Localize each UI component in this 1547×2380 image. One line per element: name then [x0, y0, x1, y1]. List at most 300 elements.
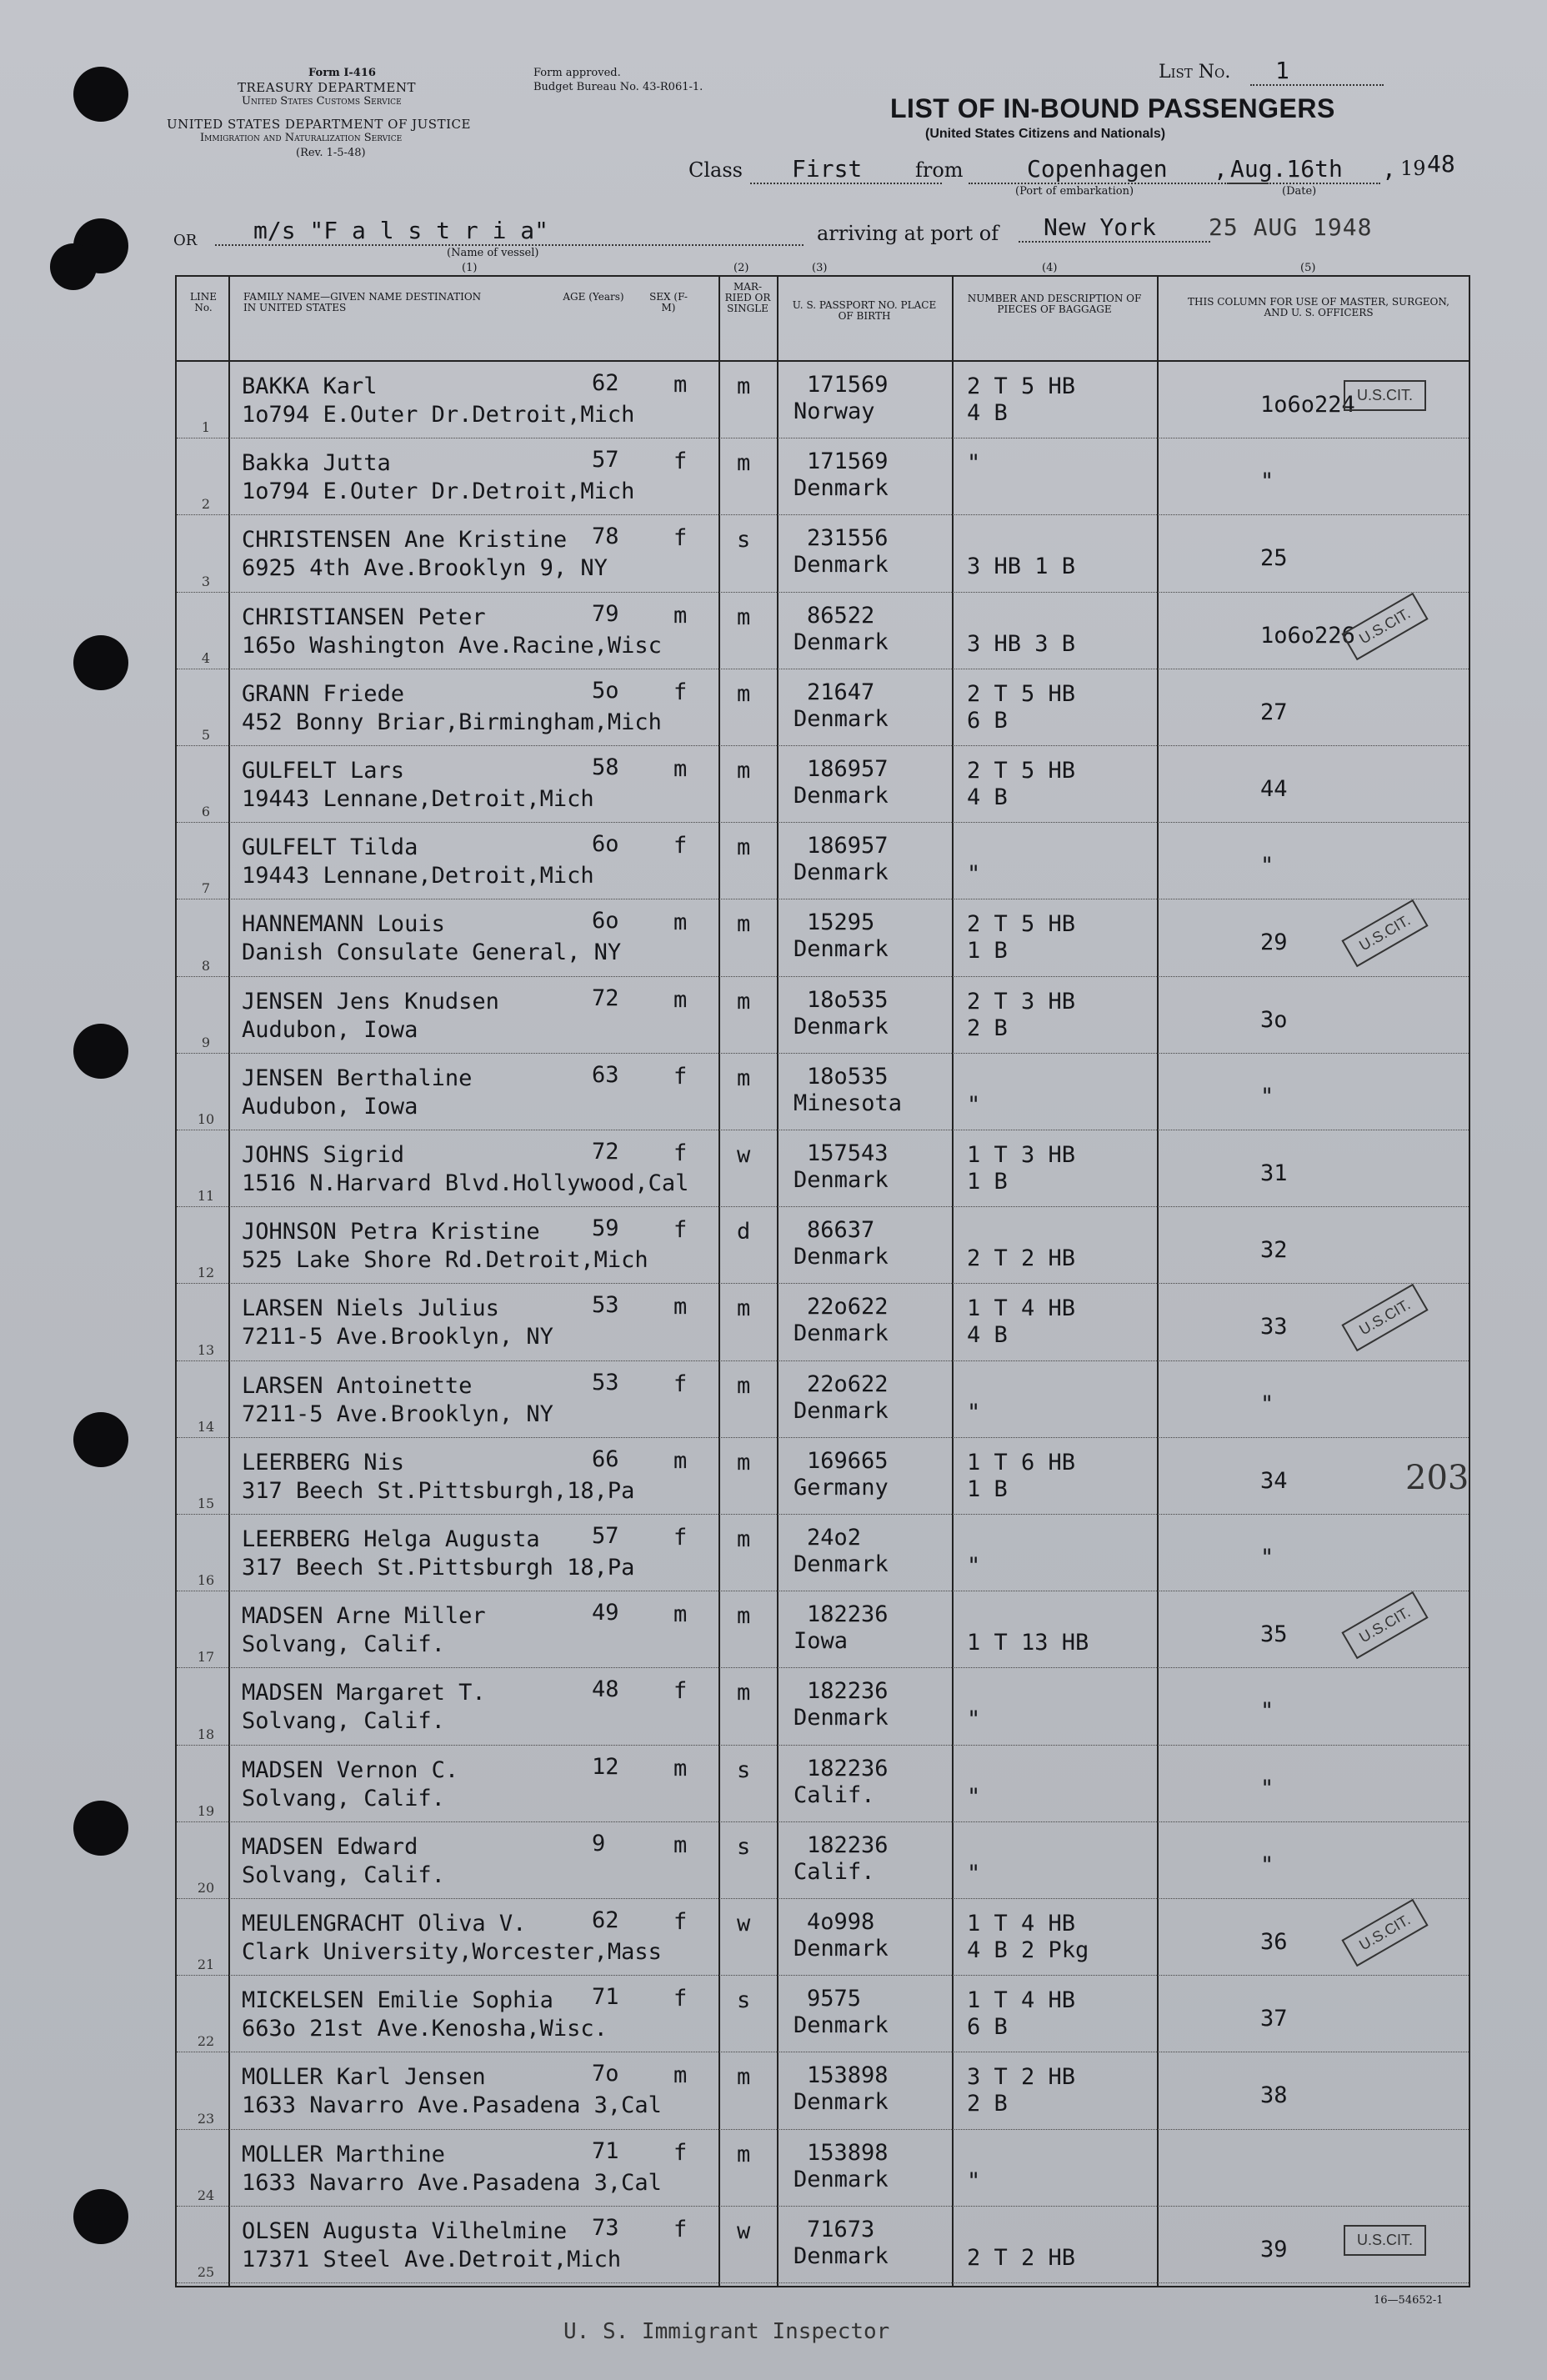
baggage-line-2: 3 HB 3 B — [967, 630, 1076, 657]
baggage-line-1: " — [967, 450, 981, 477]
manifest-title: LIST OF IN-BOUND PASSENGERS — [890, 93, 1335, 123]
passenger-age: 48 — [592, 1676, 619, 1703]
line-number: 1 — [201, 419, 211, 436]
passenger-destination: Solvang, Calif. — [242, 1708, 445, 1735]
passenger-destination: 7211-5 Ave.Brooklyn, NY — [242, 1324, 553, 1350]
passenger-name: HANNEMANN Louis — [242, 911, 445, 938]
passenger-age: 62 — [592, 370, 619, 396]
place-of-birth: Calif. — [794, 1781, 875, 1808]
officer-number: " — [1260, 1545, 1274, 1571]
justice-dept: UNITED STATES DEPARTMENT OF JUSTICE — [167, 117, 471, 132]
place-of-birth: Denmark — [794, 552, 889, 579]
manifest-subtitle: (United States Citizens and Nationals) — [925, 127, 1166, 141]
marital-status: m — [737, 988, 751, 1015]
passport-number: 231556 — [807, 525, 889, 552]
passenger-age: 6o — [592, 908, 619, 934]
binder-hole-4 — [73, 635, 128, 690]
passenger-name: BAKKA Karl — [242, 373, 378, 399]
passenger-sex: f — [673, 1370, 688, 1397]
line-number: 20 — [197, 1879, 215, 1896]
passenger-age: 6o — [592, 831, 619, 858]
place-of-birth: Denmark — [794, 475, 889, 502]
binder-hole-8 — [73, 2189, 128, 2244]
baggage-line-1: 1 T 3 HB — [967, 1142, 1076, 1168]
date-value: Aug.16th — [1227, 155, 1380, 184]
baggage-line-2: " — [967, 1091, 981, 1118]
from-label: from — [915, 158, 964, 182]
comma-1: , — [1214, 155, 1228, 183]
passenger-destination: 7211-5 Ave.Brooklyn, NY — [242, 1400, 553, 1427]
passenger-name: Bakka Jutta — [242, 450, 391, 477]
passenger-age: 57 — [592, 1523, 619, 1549]
baggage-line-1: 3 T 2 HB — [967, 2064, 1076, 2091]
passenger-sex: f — [673, 2216, 688, 2242]
officer-number: " — [1260, 1851, 1274, 1878]
ins-service: Immigration and Naturalization Service — [200, 132, 403, 144]
passenger-name: GRANN Friede — [242, 680, 405, 707]
line-number: 23 — [197, 2110, 215, 2127]
marital-status: m — [737, 1295, 751, 1322]
place-of-birth: Denmark — [794, 2242, 889, 2269]
place-of-birth: Denmark — [794, 859, 889, 886]
officer-number: 25 — [1260, 545, 1288, 572]
col-head-name: FAMILY NAME—GIVEN NAME DESTINATION IN UNITED STATES — [243, 291, 482, 313]
baggage-line-2: " — [967, 1783, 981, 1810]
date-caption: (Date) — [1282, 185, 1317, 198]
passport-number: 171569 — [807, 448, 889, 475]
vessel-caption: (Name of vessel) — [447, 247, 539, 259]
passenger-sex: f — [673, 1063, 688, 1090]
table-row — [177, 515, 1469, 592]
officer-number: 1o6o226 — [1260, 622, 1355, 649]
line-number: 2 — [201, 496, 211, 513]
form-approved: Form approved. — [533, 67, 621, 79]
passenger-age: 72 — [592, 985, 619, 1011]
binder-hole-3 — [50, 243, 97, 290]
passenger-sex: m — [673, 1447, 688, 1474]
passport-number: 22o622 — [807, 1370, 889, 1397]
officer-number: 38 — [1260, 2082, 1288, 2109]
class-label: Class — [688, 158, 743, 182]
passenger-age: 58 — [592, 754, 619, 780]
marital-status: m — [737, 680, 751, 707]
customs-service: United States Customs Service — [242, 95, 402, 108]
passenger-name: GULFELT Tilda — [242, 834, 418, 861]
officer-number: 3o — [1260, 1006, 1288, 1033]
baggage-line-1: 2 T 5 HB — [967, 758, 1076, 784]
marital-status: s — [737, 1987, 751, 2014]
marital-status: s — [737, 1756, 751, 1783]
table-row — [177, 1822, 1469, 1899]
table-row — [177, 899, 1469, 976]
passport-number: 182236 — [807, 1755, 889, 1781]
col-head-married: MAR-RIED OR SINGLE — [724, 281, 771, 314]
binder-hole-7 — [73, 1801, 128, 1856]
passport-number: 153898 — [807, 2139, 889, 2166]
passenger-destination: 6925 4th Ave.Brooklyn 9, NY — [242, 555, 608, 582]
passenger-name: MADSEN Arne Miller — [242, 1603, 486, 1630]
passport-number: 9575 — [807, 1986, 862, 2012]
passenger-destination: 19443 Lennane,Detroit,Mich — [242, 786, 594, 812]
marital-status: d — [737, 1219, 751, 1245]
passenger-sex: f — [673, 1909, 688, 1935]
passenger-age: 71 — [592, 1984, 619, 2011]
col-num-1: (1) — [462, 262, 478, 274]
officer-number: 1o6o224 — [1260, 392, 1355, 418]
passenger-sex: m — [673, 986, 688, 1013]
baggage-line-2: 6 B — [967, 707, 1008, 734]
passport-number: 182236 — [807, 1831, 889, 1858]
passenger-age: 12 — [592, 1753, 619, 1780]
passenger-name: LEERBERG Helga Augusta — [242, 1526, 540, 1552]
table-row — [177, 977, 1469, 1054]
passenger-age: 7o — [592, 2061, 619, 2087]
line-number: 17 — [197, 1649, 215, 1666]
from-value: Copenhagen — [969, 155, 1269, 184]
passenger-sex: m — [673, 756, 688, 782]
passport-number: 18o535 — [807, 1063, 889, 1090]
place-of-birth: Denmark — [794, 705, 889, 732]
officer-number: 36 — [1260, 1929, 1288, 1955]
passenger-sex: m — [673, 1601, 688, 1628]
passport-number: 157543 — [807, 1140, 889, 1166]
officer-number: " — [1260, 1698, 1274, 1725]
marital-status: m — [737, 373, 751, 399]
passenger-name: JENSEN Berthaline — [242, 1065, 473, 1091]
passenger-destination: 317 Beech St.Pittsburgh 18,Pa — [242, 1555, 635, 1581]
table-row — [177, 746, 1469, 823]
passport-number: 71673 — [807, 2216, 875, 2242]
officer-number: " — [1260, 1083, 1274, 1110]
line-number: 10 — [197, 1110, 215, 1127]
place-of-birth: Denmark — [794, 1320, 889, 1347]
baggage-line-2: 2 T 2 HB — [967, 2244, 1076, 2271]
col-head-passport: U. S. PASSPORT NO. PLACE OF BIRTH — [792, 299, 937, 322]
place-of-birth: Denmark — [794, 1705, 889, 1731]
passport-number: 21647 — [807, 679, 875, 705]
baggage-line-1: 2 T 5 HB — [967, 680, 1076, 707]
marital-status: m — [737, 1065, 751, 1091]
passenger-destination: 1633 Navarro Ave.Pasadena 3,Cal — [242, 2169, 662, 2196]
passenger-name: MICKELSEN Emilie Sophia — [242, 1987, 553, 2014]
passenger-destination: 452 Bonny Briar,Birmingham,Mich — [242, 709, 662, 735]
baggage-line-2: 1 B — [967, 1476, 1008, 1502]
baggage-line-2: " — [967, 1553, 981, 1579]
budget-bureau: Budget Bureau No. 43-R061-1. — [533, 81, 703, 93]
year-prefix: 19 — [1400, 157, 1426, 180]
baggage-line-2: " — [967, 861, 981, 888]
table-row — [177, 823, 1469, 899]
table-row — [177, 1054, 1469, 1130]
marital-status: m — [737, 911, 751, 938]
line-number: 25 — [197, 2263, 215, 2280]
line-number: 19 — [197, 1802, 215, 1819]
baggage-line-2: 1 B — [967, 1169, 1008, 1195]
officer-number: " — [1260, 468, 1274, 495]
passenger-destination: Solvang, Calif. — [242, 1861, 445, 1888]
passenger-sex: f — [673, 1986, 688, 2012]
marital-status: m — [737, 1680, 751, 1706]
officer-number: 27 — [1260, 699, 1288, 725]
line-number: 18 — [197, 1726, 215, 1742]
baggage-line-2: 2 T 2 HB — [967, 1245, 1076, 1272]
passenger-sex: f — [673, 525, 688, 552]
passenger-name: JOHNSON Petra Kristine — [242, 1219, 540, 1245]
baggage-line-2: 4 B 2 Pkg — [967, 1937, 1089, 1963]
passenger-destination: Solvang, Calif. — [242, 1631, 445, 1658]
passenger-sex: m — [673, 1831, 688, 1858]
table-row — [177, 1976, 1469, 2052]
marital-status: s — [737, 1833, 751, 1860]
place-of-birth: Minesota — [794, 1090, 903, 1116]
table-row — [177, 1591, 1469, 1668]
us-citizen-stamp: U.S.CIT. — [1341, 1284, 1428, 1352]
col-head-line: LINE No. — [190, 291, 217, 313]
place-of-birth: Denmark — [794, 1551, 889, 1577]
marital-status: m — [737, 2064, 751, 2091]
passenger-destination: Danish Consulate General, NY — [242, 939, 622, 966]
baggage-line-1: 2 T 5 HB — [967, 911, 1076, 938]
officer-number: 35 — [1260, 1621, 1288, 1648]
passport-number: 186957 — [807, 833, 889, 859]
baggage-line-1: 2 T 3 HB — [967, 988, 1076, 1015]
margin-number: 203 — [1405, 1459, 1469, 1497]
line-number: 8 — [201, 957, 211, 974]
officer-number: " — [1260, 1775, 1274, 1801]
place-of-birth: Denmark — [794, 1936, 889, 1962]
list-no-value: 1 — [1250, 57, 1384, 86]
passenger-age: 66 — [592, 1446, 619, 1472]
passenger-sex: m — [673, 1294, 688, 1320]
marital-status: m — [737, 758, 751, 784]
passenger-sex: m — [673, 602, 688, 629]
passport-number: 4o998 — [807, 1909, 875, 1935]
place-of-birth: Iowa — [794, 1628, 849, 1655]
col-num-5: (5) — [1300, 262, 1316, 274]
line-number: 4 — [201, 649, 211, 666]
officer-number: 37 — [1260, 2006, 1288, 2032]
row-divider — [177, 2282, 1469, 2283]
place-of-birth: Denmark — [794, 629, 889, 655]
passenger-sex: f — [673, 1140, 688, 1166]
passenger-destination: Audubon, Iowa — [242, 1016, 418, 1043]
us-citizen-stamp: U.S.CIT. — [1341, 1591, 1428, 1660]
us-citizen-stamp: U.S.CIT. — [1341, 899, 1428, 968]
place-of-birth: Denmark — [794, 1167, 889, 1193]
binder-hole-6 — [73, 1412, 128, 1467]
table-row — [177, 1515, 1469, 1591]
col-head-sex: SEX (F-M) — [649, 291, 688, 313]
col-head-baggage: NUMBER AND DESCRIPTION OF PIECES OF BAGGAGE — [967, 293, 1142, 315]
baggage-line-1: 1 T 4 HB — [967, 1987, 1076, 2014]
baggage-line-2: 3 HB 1 B — [967, 554, 1076, 580]
line-number: 3 — [201, 573, 211, 589]
passenger-name: CHRISTIANSEN Peter — [242, 604, 486, 630]
passenger-name: MADSEN Margaret T. — [242, 1680, 486, 1706]
passenger-age: 9 — [592, 1830, 606, 1856]
baggage-line-2: 2 B — [967, 1015, 1008, 1041]
marital-status: w — [737, 1142, 751, 1168]
baggage-line-2: 6 B — [967, 2014, 1008, 2041]
passport-number: 15295 — [807, 909, 875, 936]
passenger-destination: Clark University,Worcester,Mass — [242, 1939, 662, 1965]
line-number: 16 — [197, 1572, 215, 1589]
marital-status: m — [737, 1526, 751, 1552]
line-number: 14 — [197, 1418, 215, 1435]
baggage-line-2: " — [967, 2167, 981, 2194]
passport-number: 86522 — [807, 602, 875, 629]
passenger-age: 53 — [592, 1292, 619, 1319]
passenger-destination: 1633 Navarro Ave.Pasadena 3,Cal — [242, 2092, 662, 2119]
table-row — [177, 362, 1469, 438]
baggage-line-1: 2 T 5 HB — [967, 373, 1076, 399]
passenger-age: 53 — [592, 1369, 619, 1395]
line-number: 21 — [197, 1957, 215, 1973]
col-num-4: (4) — [1042, 262, 1058, 274]
passenger-sex: m — [673, 1755, 688, 1781]
table-row — [177, 593, 1469, 669]
or-label: OR — [173, 232, 198, 249]
passenger-sex: f — [673, 679, 688, 705]
baggage-line-1: 1 T 4 HB — [967, 1911, 1076, 1937]
marital-status: m — [737, 604, 751, 630]
passenger-destination: 17371 Steel Ave.Detroit,Mich — [242, 2246, 622, 2272]
us-citizen-stamp: U.S.CIT. — [1341, 592, 1428, 660]
binder-hole-5 — [73, 1024, 128, 1079]
baggage-line-2: 1 B — [967, 938, 1008, 965]
passenger-name: MADSEN Edward — [242, 1833, 418, 1860]
comma-2: , — [1382, 155, 1396, 183]
line-number: 5 — [201, 726, 211, 743]
passport-number: 186957 — [807, 756, 889, 782]
place-of-birth: Denmark — [794, 1397, 889, 1424]
passport-number: 22o622 — [807, 1294, 889, 1320]
officer-number: 39 — [1260, 2236, 1288, 2262]
passenger-name: LEERBERG Nis — [242, 1449, 405, 1476]
inspector-label: U. S. Immigrant Inspector — [563, 2319, 890, 2344]
passenger-sex: m — [673, 372, 688, 398]
passport-number: 24o2 — [807, 1525, 862, 1551]
line-number: 24 — [197, 2187, 215, 2203]
passenger-age: 5o — [592, 677, 619, 704]
passenger-sex: f — [673, 833, 688, 859]
form-number: Form I-416 — [308, 67, 376, 79]
marital-status: m — [737, 1449, 751, 1476]
treasury-dept: TREASURY DEPARTMENT — [238, 80, 416, 95]
passenger-destination: Solvang, Calif. — [242, 1785, 445, 1811]
passenger-sex: m — [673, 909, 688, 936]
officer-number: 31 — [1260, 1160, 1288, 1186]
place-of-birth: Denmark — [794, 1244, 889, 1270]
baggage-line-1: 1 T 6 HB — [967, 1449, 1076, 1476]
line-number: 6 — [201, 804, 211, 820]
passenger-sex: f — [673, 1678, 688, 1705]
class-value: First — [750, 155, 942, 184]
marital-status: w — [737, 2217, 751, 2244]
revision: (Rev. 1-5-48) — [296, 147, 366, 159]
baggage-line-2: 4 B — [967, 1322, 1008, 1349]
passenger-age: 57 — [592, 447, 619, 473]
passenger-destination: 1o794 E.Outer Dr.Detroit,Mich — [242, 479, 635, 505]
col-num-3: (3) — [812, 262, 828, 274]
officer-number: 34 — [1260, 1467, 1288, 1494]
table-row — [177, 1899, 1469, 1976]
passenger-name: JENSEN Jens Knudsen — [242, 988, 499, 1015]
place-of-birth: Denmark — [794, 2089, 889, 2116]
passenger-sex: f — [673, 1217, 688, 1244]
passenger-sex: f — [673, 1525, 688, 1551]
passport-number: 153898 — [807, 2062, 889, 2089]
passenger-name: MOLLER Karl Jensen — [242, 2064, 486, 2091]
table-row — [177, 1207, 1469, 1284]
passenger-age: 49 — [592, 1600, 619, 1626]
passenger-name: LARSEN Antoinette — [242, 1372, 473, 1399]
baggage-line-2: 4 B — [967, 400, 1008, 426]
col-num-2: (2) — [733, 262, 749, 274]
table-row — [177, 1130, 1469, 1207]
table-row — [177, 1284, 1469, 1360]
line-number: 13 — [197, 1341, 215, 1358]
us-citizen-stamp: U.S.CIT. — [1344, 380, 1426, 411]
passenger-name: MEULENGRACHT Oliva V. — [242, 1911, 527, 1937]
passenger-age: 78 — [592, 524, 619, 550]
table-row — [177, 1746, 1469, 1822]
passenger-table — [175, 275, 1470, 2287]
baggage-line-2: " — [967, 1399, 981, 1425]
passenger-age: 71 — [592, 2137, 619, 2164]
passenger-name: GULFELT Lars — [242, 758, 405, 784]
passport-number: 18o535 — [807, 986, 889, 1013]
officer-number: 29 — [1260, 929, 1288, 956]
officer-number: " — [1260, 853, 1274, 879]
table-row — [177, 1668, 1469, 1745]
passenger-destination: 1516 N.Harvard Blvd.Hollywood,Cal — [242, 1170, 689, 1196]
line-number: 9 — [201, 1034, 211, 1050]
passenger-destination: Audubon, Iowa — [242, 1093, 418, 1120]
binder-hole-1 — [73, 67, 128, 122]
table-row — [177, 2207, 1469, 2283]
passenger-age: 72 — [592, 1139, 619, 1165]
passenger-sex: m — [673, 2062, 688, 2089]
table-row — [177, 2130, 1469, 2207]
place-of-birth: Calif. — [794, 1858, 875, 1885]
line-number: 22 — [197, 2033, 215, 2050]
baggage-line-1: 1 T 4 HB — [967, 1295, 1076, 1322]
list-no-label: List No. — [1159, 62, 1231, 83]
passenger-sex: f — [673, 448, 688, 475]
table-row — [177, 2052, 1469, 2129]
arrival-date-stamp: 25 AUG 1948 — [1209, 213, 1373, 241]
us-citizen-stamp: U.S.CIT. — [1341, 1899, 1428, 1967]
officer-number: " — [1260, 1390, 1274, 1417]
place-of-birth: Norway — [794, 398, 875, 424]
baggage-line-2: 1 T 13 HB — [967, 1630, 1089, 1656]
marital-status: m — [737, 1603, 751, 1630]
passenger-name: MOLLER Marthine — [242, 2141, 445, 2167]
passenger-destination: 317 Beech St.Pittsburgh,18,Pa — [242, 1477, 635, 1504]
passport-number: 182236 — [807, 1678, 889, 1705]
marital-status: m — [737, 2141, 751, 2167]
place-of-birth: Denmark — [794, 783, 889, 809]
place-of-birth: Denmark — [794, 936, 889, 963]
place-of-birth: Denmark — [794, 1013, 889, 1040]
baggage-line-2: " — [967, 1706, 981, 1733]
baggage-line-2: 4 B — [967, 784, 1008, 810]
officer-number: 44 — [1260, 776, 1288, 802]
passenger-name: OLSEN Augusta Vilhelmine — [242, 2217, 568, 2244]
vessel-name: m/s "F a l s t r i a" — [215, 217, 804, 246]
passenger-name: JOHNS Sigrid — [242, 1142, 405, 1168]
